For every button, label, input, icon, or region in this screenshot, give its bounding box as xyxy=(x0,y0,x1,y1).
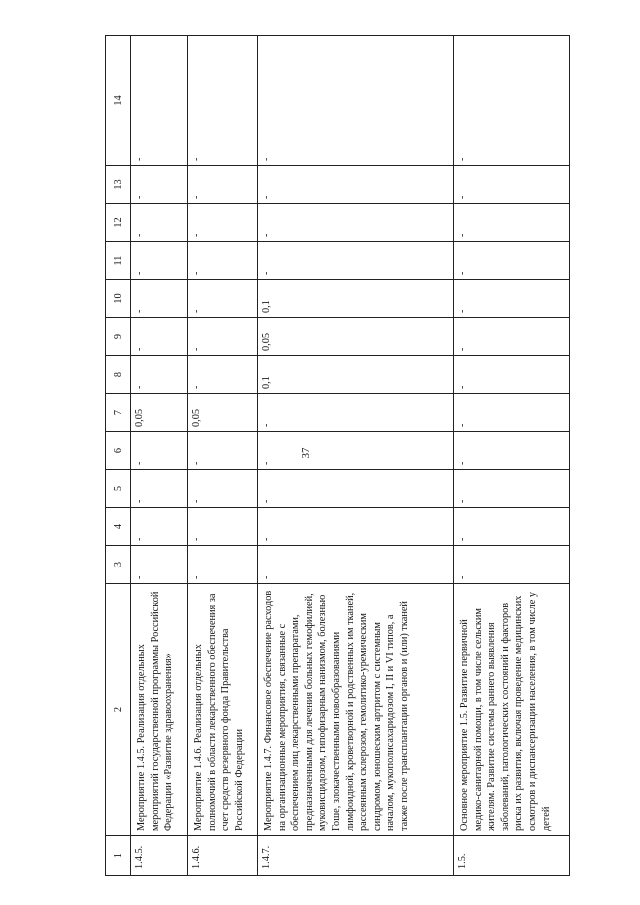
column-header: 7 xyxy=(106,394,131,432)
table-cell: - xyxy=(188,432,258,470)
table-cell: - xyxy=(454,242,570,280)
page-number: 37 xyxy=(300,447,312,459)
column-header: 13 xyxy=(106,166,131,204)
column-header: 10 xyxy=(106,280,131,318)
table-cell: - xyxy=(454,432,570,470)
table-cell: - xyxy=(188,356,258,394)
row-name: Мероприятие 1.4.7. Финансовое обеспечение расходов на организационные мероприятия, связанные с обеспечением лиц лекарственными препаратами, предназначенными для лечения больных гемофилией, муковисцидозом, гипофизарным нанизмом, болезнью Гоше, злокачественными новообразованиями лимфоидной, кроветворной и родственных им тканей, рассеянным склерозом, гемолитико-уремическим синдромом, юношеским артритом с системным началом, мукополисахаридозом I, II и VI типов, а также после трансплантации органов и (или) тканей xyxy=(258,584,454,836)
row-number: 1.4.6. xyxy=(188,836,258,876)
table-row xyxy=(454,36,570,876)
table-cell: - xyxy=(188,242,258,280)
table-cell: - xyxy=(131,204,188,242)
table-row xyxy=(131,36,188,876)
table-cell: - xyxy=(188,318,258,356)
table-cell: - xyxy=(131,546,188,584)
row-number: 1.4.7. xyxy=(258,836,454,876)
column-header: 3 xyxy=(106,546,131,584)
table-cell: - xyxy=(188,166,258,204)
row-name: Мероприятие 1.4.5. Реализация отдельных мероприятий государственной программы Российской Федерации «Развитие здравоохранения» xyxy=(131,584,188,836)
row-name: Основное мероприятие 1.5. Развитие первичной медико-санитарной помощи, в том числе сельским жителям. Развитие системы раннего выявления заболеваний, патологических состояний и факторов риска их развития, включая проведение медицинских осмотров и диспансеризации населения, в том числе у детей xyxy=(454,584,570,836)
table-cell: - xyxy=(131,356,188,394)
table-cell: - xyxy=(188,470,258,508)
table-cell: - xyxy=(258,166,454,204)
table-cell: - xyxy=(131,36,188,166)
table-cell: - xyxy=(454,508,570,546)
table-cell: - xyxy=(258,36,454,166)
table-cell: 0,1 xyxy=(258,356,454,394)
row-number: 1.5. xyxy=(454,836,570,876)
rotated-table-wrapper xyxy=(105,38,552,876)
column-header: 12 xyxy=(106,204,131,242)
table-cell: - xyxy=(258,204,454,242)
table-cell: - xyxy=(454,394,570,432)
table-cell: 0,05 xyxy=(258,318,454,356)
table-cell: - xyxy=(188,36,258,166)
row-number: 1.4.5. xyxy=(131,836,188,876)
column-header: 2 xyxy=(106,584,131,836)
table-cell: - xyxy=(454,470,570,508)
table-cell: - xyxy=(131,432,188,470)
table-cell: - xyxy=(454,166,570,204)
table-cell: - xyxy=(131,280,188,318)
table-cell: - xyxy=(258,508,454,546)
table-cell: 0,05 xyxy=(131,394,188,432)
row-name: Мероприятие 1.4.6. Реализация отдельных полномочий в области лекарственного обеспечения за счет средств резервного фонда Правительства Российской Федерации xyxy=(188,584,258,836)
table-cell: - xyxy=(454,204,570,242)
column-header: 14 xyxy=(106,36,131,166)
table-cell: - xyxy=(258,546,454,584)
table-cell: - xyxy=(131,242,188,280)
table-cell: - xyxy=(131,470,188,508)
column-header: 4 xyxy=(106,508,131,546)
table-cell: - xyxy=(188,280,258,318)
table-cell: - xyxy=(258,394,454,432)
table-cell: - xyxy=(258,470,454,508)
table-cell: - xyxy=(454,356,570,394)
column-header: 1 xyxy=(106,836,131,876)
table-cell: - xyxy=(131,508,188,546)
table-cell: - xyxy=(454,546,570,584)
column-header: 8 xyxy=(106,356,131,394)
table-cell: - xyxy=(188,546,258,584)
data-table xyxy=(105,35,570,876)
table-cell: - xyxy=(131,166,188,204)
header-row xyxy=(106,36,131,876)
column-header: 5 xyxy=(106,470,131,508)
table-cell: - xyxy=(188,204,258,242)
column-header: 11 xyxy=(106,242,131,280)
table-cell: - xyxy=(131,318,188,356)
table-cell: - xyxy=(258,242,454,280)
table-cell: - xyxy=(188,508,258,546)
table-row xyxy=(258,36,454,876)
table-cell: - xyxy=(454,318,570,356)
table-cell: - xyxy=(454,280,570,318)
table-row xyxy=(188,36,258,876)
table-cell: - xyxy=(258,432,454,470)
column-header: 9 xyxy=(106,318,131,356)
column-header: 6 xyxy=(106,432,131,470)
table-cell: 0,1 xyxy=(258,280,454,318)
table-cell: - xyxy=(454,36,570,166)
table-cell: 0,05 xyxy=(188,394,258,432)
